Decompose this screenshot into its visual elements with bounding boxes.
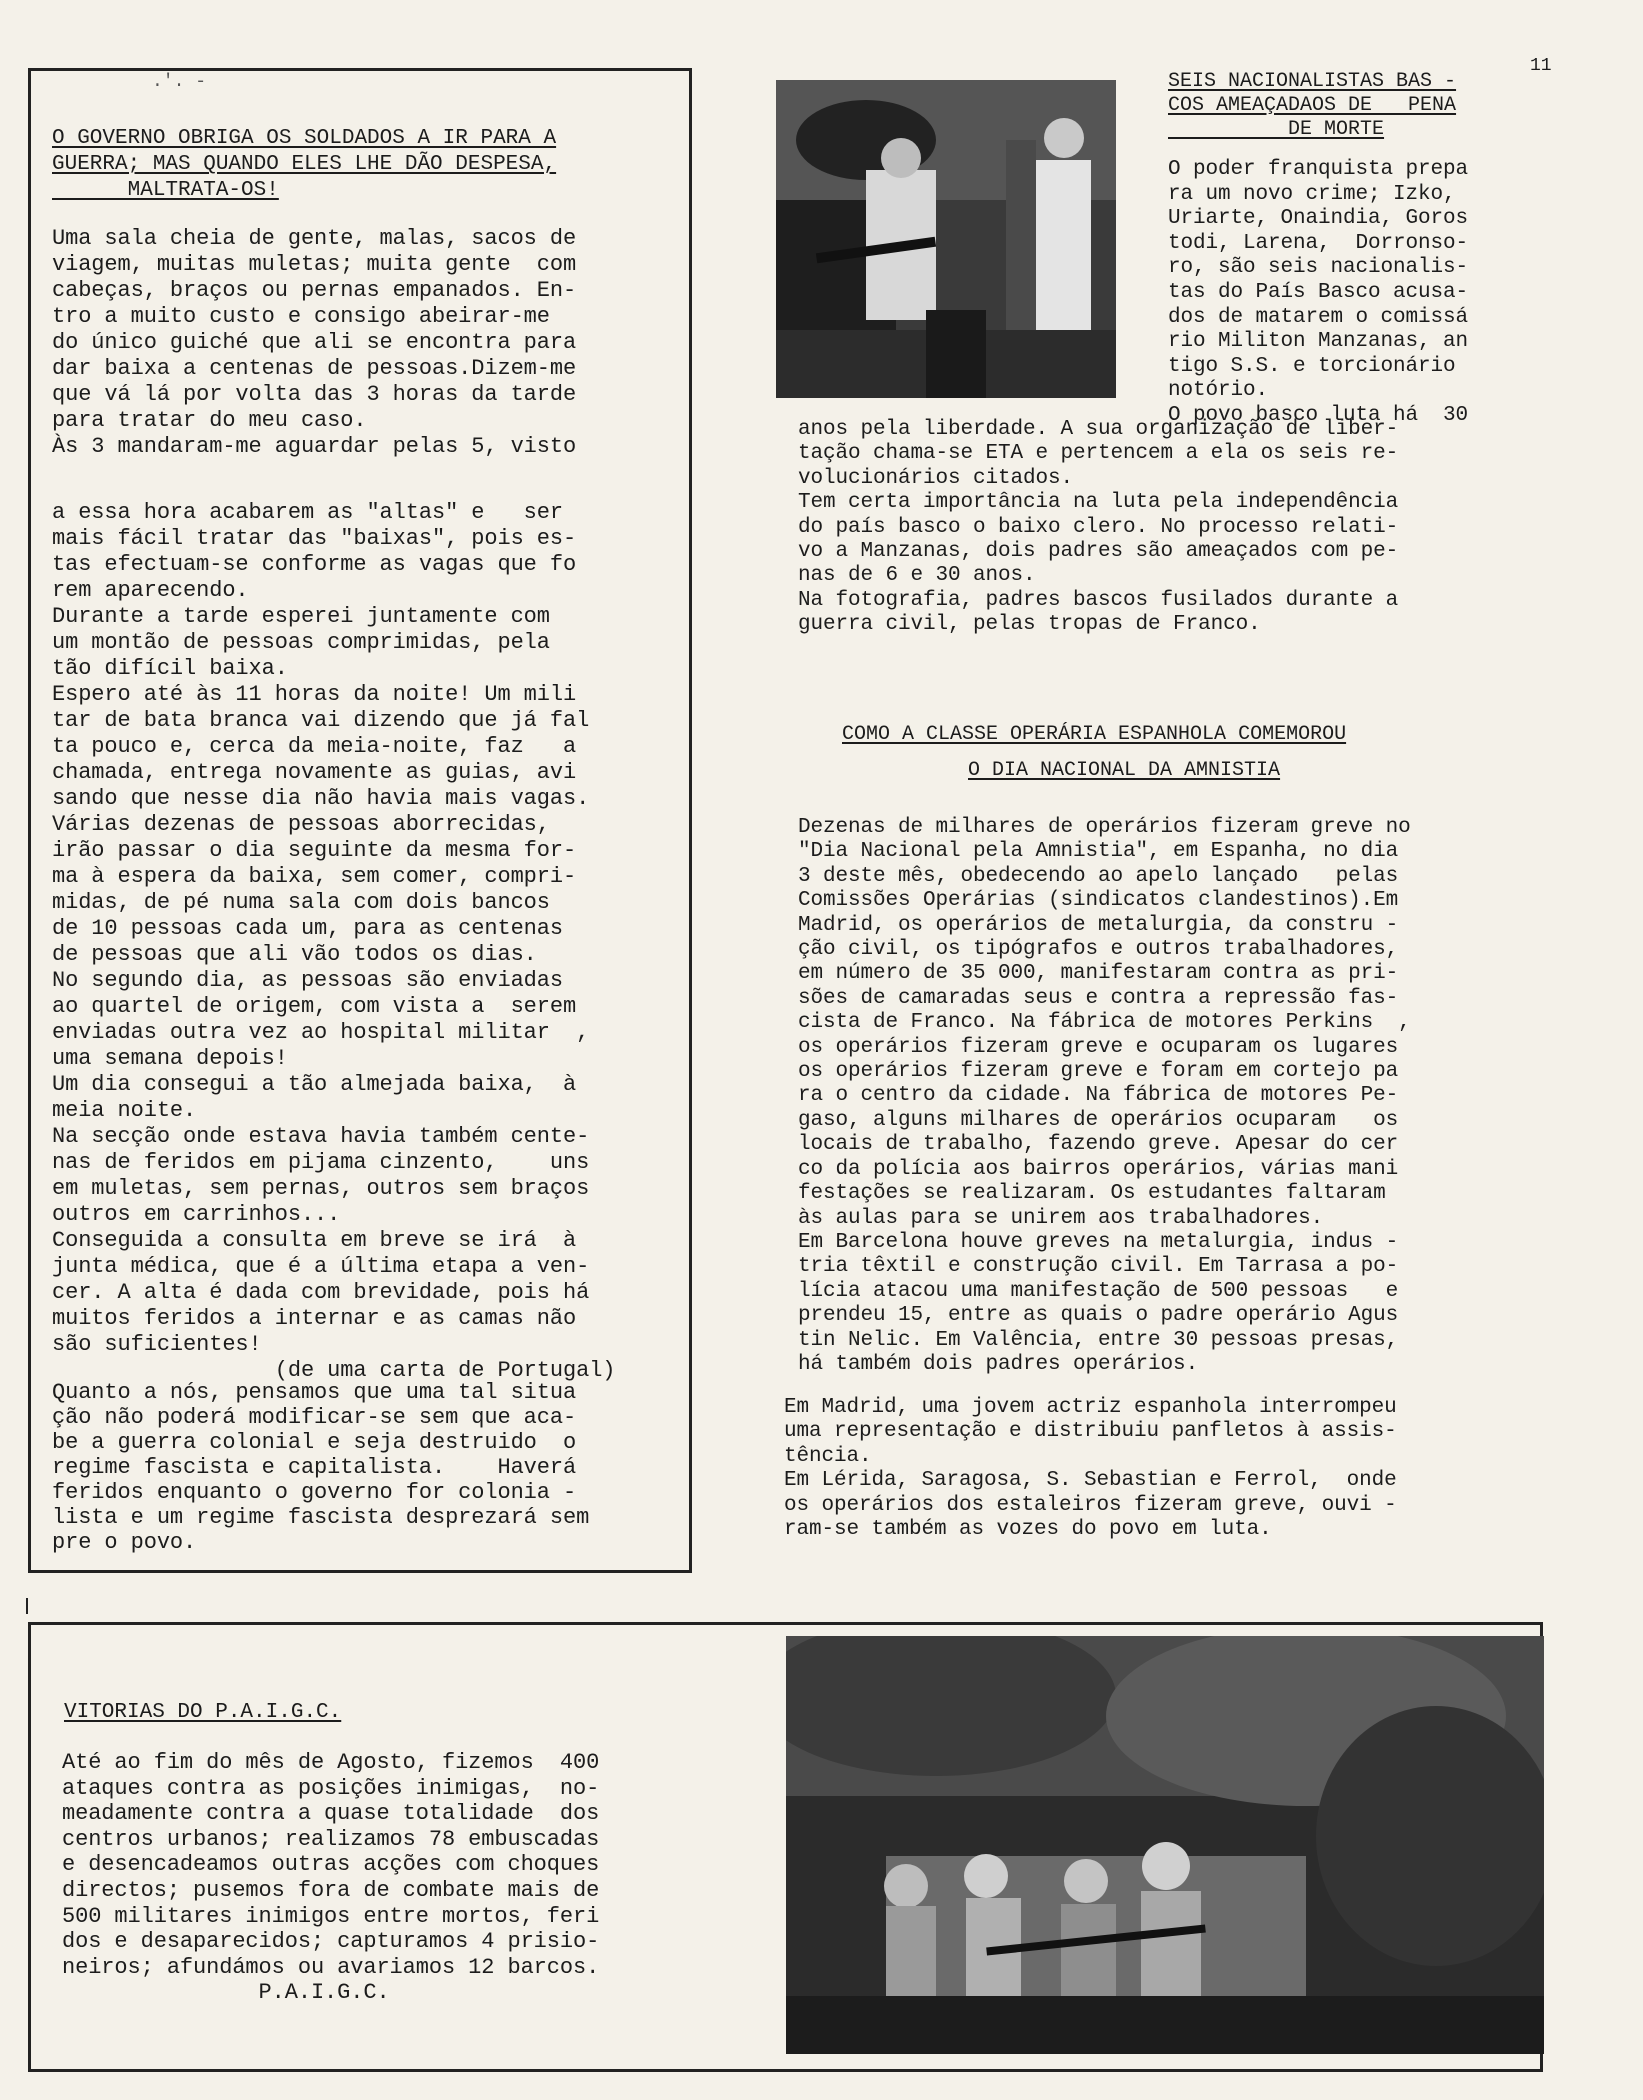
spain-article-text-continued: Em Madrid, uma jovem actriz espanhola interrompeu uma representação e distribuiu panfletos à assis- tência. Em Lérida, Saragosa, S. Sebastian e Ferrol, onde os operários dos estaleiros fizeram greve, ouvi - ram-se também as vozes do povo em luta. xyxy=(784,1396,1397,1542)
photo-paigc-guerrillas xyxy=(786,1636,1544,2054)
spain-article-headline-line2: O DIA NACIONAL DA AMNISTIA xyxy=(968,759,1281,782)
photo-basque-priests-image xyxy=(776,80,1116,398)
basque-article-column-text: O poder franquista prepa ra um novo crime; Izko, Uriarte, Onaindia, Goros todi, Larena, Dorronso- ro, são seis nacionalis- tas do País Basco acusa- dos de matarem o comissá rio Militon Manzanas, an tigo S.S. e torcionário notório. O povo basco luta há 30 xyxy=(1168,158,1469,427)
photo-paigc-guerrillas-image xyxy=(786,1636,1544,2054)
margin-rule-mark xyxy=(26,1598,28,1614)
left-article-headline: O GOVERNO OBRIGA OS SOLDADOS A IR PARA A GUERRA; MAS QUANDO ELES LHE DÃO DESPESA, MALTRATA-OS! xyxy=(52,127,557,202)
spain-article-headline-line1: COMO A CLASSE OPERÁRIA ESPANHOLA COMEMOROU xyxy=(842,723,1347,746)
photo-basque-priests xyxy=(776,80,1116,398)
spain-article-text: Dezenas de milhares de operários fizeram greve no "Dia Nacional pela Amnistia", em Espanha, no dia 3 deste mês, obedecendo ao apelo lançado pelas Comissões Operárias (sindicatos clandestinos).Em Madrid, os operários de metalurgia, da constru - ção civil, os tipógrafos e outros trabalhadores, em número de 35 000, manifestaram contra as pri- sões de camaradas seus e contra a repressão fas- cista de Franco. Na fábrica de motores Perkins , os operários fizeram greve e ocuparam os lugares os operários fizeram greve e foram em cortejo pa ra o centro da cidade. Na fábrica de motores Pe- gaso, alguns milhares de operários ocuparam os locais de trabalho, fazendo greve. Apesar do cer co da polícia aos bairros operários, várias mani festações se realizaram. Os estudantes faltaram às aulas para se unirem aos trabalhadores. Em Barcelona houve greves na metalurgia, indus - tria têxtil e construção civil. Em Tarrasa a po- lícia atacou uma manifestação de 500 pessoas e prendeu 15, entre as quais o padre operário Agus tin Nelic. Em Valência, entre 30 pessoas presas, há também dois padres operários. xyxy=(798,816,1411,1376)
basque-article-wide-text: anos pela liberdade. A sua organização de liber- tação chama-se ETA e pertencem a ela os seis re- volucionários citados. Tem certa importância na luta pela independência do país basco o baixo clero. No processo relati- vo a Manzanas, dois padres são ameaçados com pe- nas de 6 e 30 anos. Na fotografia, padres bascos fusilados durante a guerra civil, pelas tropas de Franco. xyxy=(798,418,1399,637)
left-article-text-part1: Uma sala cheia de gente, malas, sacos de viagem, muitas muletas; muita gente com cabeças, braços ou pernas empanados. En- tro a muito custo e consigo abeirar-me do único guiché que ali se encontra para dar baixa a centenas de pessoas.Dizem-me que vá lá por volta das 3 horas da tarde para tratar do meu caso. Às 3 mandaram-me aguardar pelas 5, visto xyxy=(52,226,577,459)
page-number: 11 xyxy=(1530,56,1552,76)
paigc-article-headline: VITORIAS DO P.A.I.G.C. xyxy=(64,1701,342,1724)
left-article-text-part3: Quanto a nós, pensamos que uma tal situa ção não poderá modificar-se sem que aca- be a guerra colonial e seja destruido o regime fascista e capitalista. Haverá feridos enquanto o governo for colonia - lista e um regime fascista desprezará sem pre o povo. xyxy=(52,1380,590,1555)
basque-article-headline: SEIS NACIONALISTAS BAS - COS AMEAÇADAOS DE PENA DE MORTE xyxy=(1168,70,1457,141)
left-article-text-part2: a essa hora acabarem as "altas" e ser mais fácil tratar das "baixas", pois es- tas efectuam-se conforme as vagas que fo rem aparecendo. Durante a tarde esperei juntamente com um montão de pessoas comprimidas, pela tão difícil baixa. Espero até às 11 horas da noite! Um mili tar de bata branca vai dizendo que já fal ta pouco e, cerca da meia-noite, faz a chamada, entrega novamente as guias, avi sando que nesse dia não havia mais vagas. Várias dezenas de pessoas aborrecidas, irão passar o dia seguinte da mesma for- ma à espera da baixa, sem comer, compri- midas, de pé numa sala com dois bancos de 10 pessoas cada um, para as centenas de pessoas que ali vão todos os dias. No segundo dia, as pessoas são enviadas ao quartel de origem, com vista a serem enviadas outra vez ao hospital militar , uma semana depois! Um dia consegui a tão almejada baixa, à meia noite. Na secção onde estava havia também cente- nas de feridos em pijama cinzento, uns em muletas, sem pernas, outros sem braços outros em carrinhos... Conseguida a consulta em breve se irá à junta médica, que é a última etapa a ven- cer. A alta é dada com brevidade, pois há muitos feridos a internar e as camas não são suficientes! (de uma carta de Portugal) xyxy=(52,500,616,1383)
ink-speck: .'. - xyxy=(152,72,207,92)
paigc-article-text: Até ao fim do mês de Agosto, fizemos 400 ataques contra as posições inimigas, no- meadamente contra a quase totalidade dos centros urbanos; realizamos 78 embuscadas e desencadeamos outras acções com choques directos; pusemos fora de combate mais de 500 militares inimigos entre mortos, feri dos e desaparecidos; capturamos 4 prisio- neiros; afundámos ou avariamos 12 barcos. P.A.I.G.C. xyxy=(62,1750,600,2006)
